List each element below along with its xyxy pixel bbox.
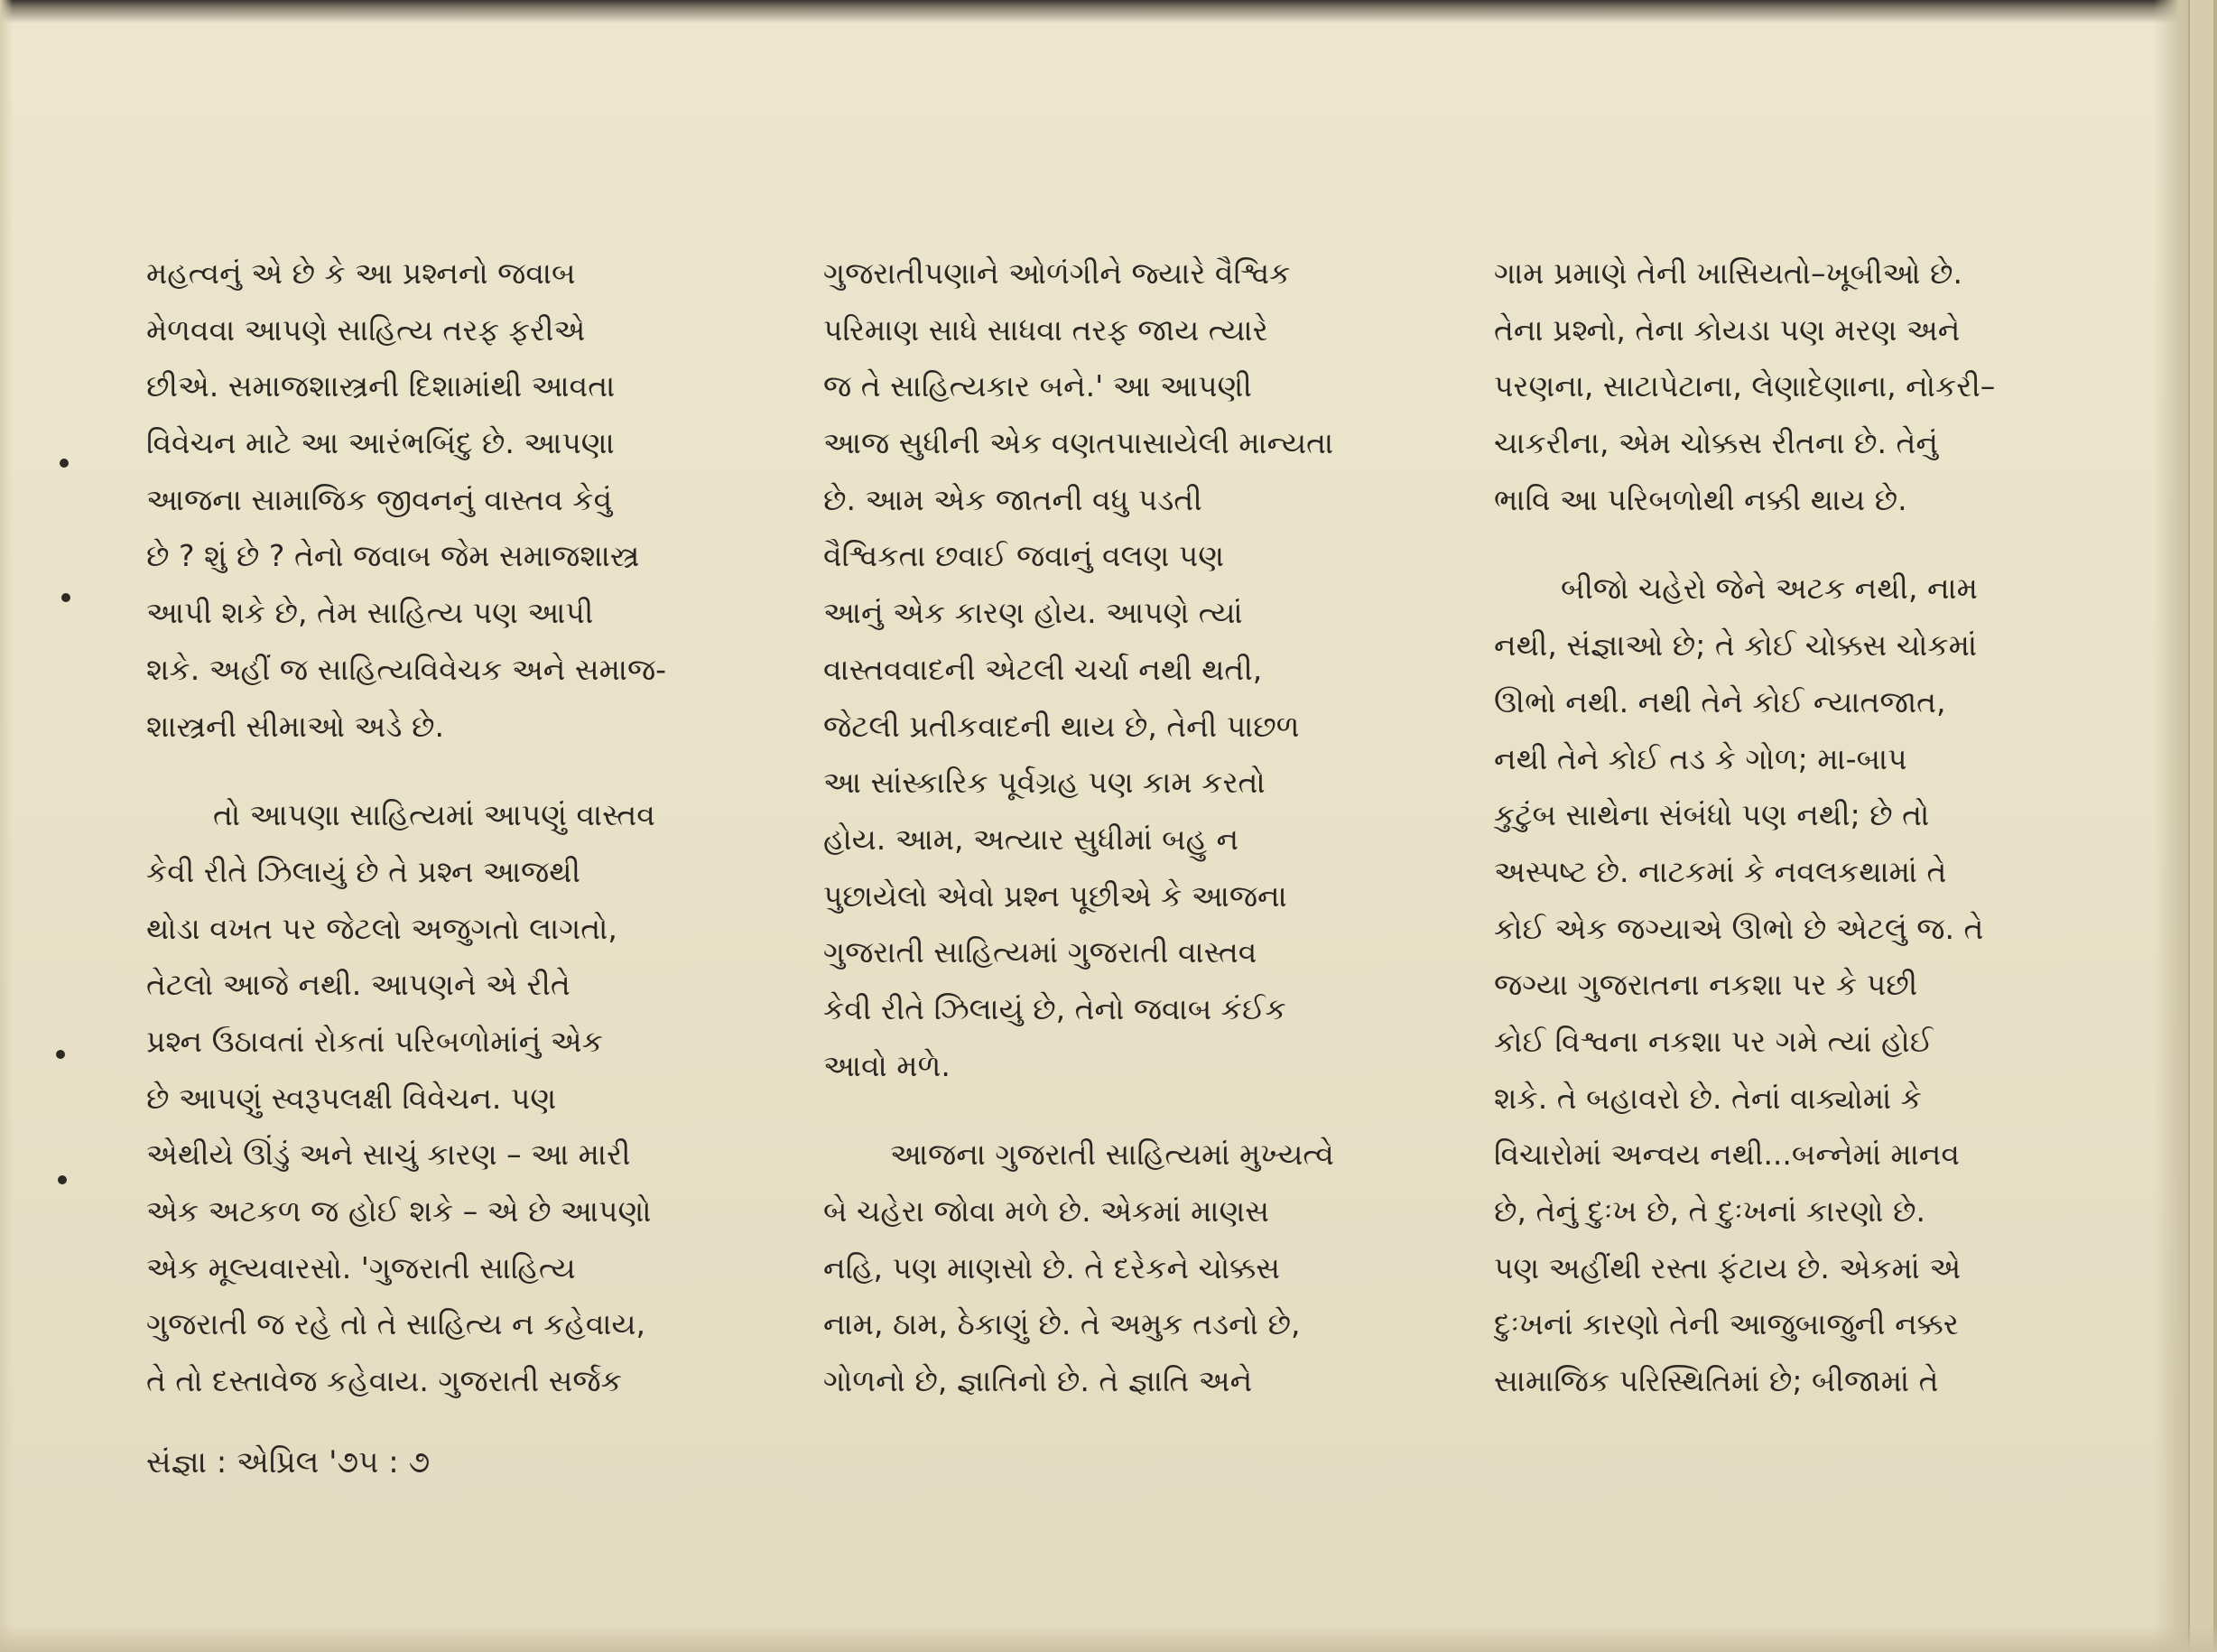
- text-line: વૈશ્વિકતા છવાઈ જવાનું વલણ પણ: [823, 538, 1224, 574]
- text-line: પરિમાણ સાધે સાધવા તરફ જાય ત્યારે: [823, 311, 1268, 348]
- text-line: ગોળનો છે, જ્ઞાતિનો છે. તે જ્ઞાતિ અને: [823, 1363, 1253, 1399]
- text-line: વિચારોમાં અન્વય નથી...બન્નેમાં માનવ: [1494, 1137, 1960, 1173]
- text-line: ચાકરીના, એમ ચોક્કસ રીતના છે. તેનું: [1494, 425, 1938, 461]
- text-line: છે આપણું સ્વરૂપલક્ષી વિવેચન. પણ: [146, 1080, 557, 1116]
- bottom-page-edge: [0, 1625, 2217, 1652]
- text-line: વાસ્તવવાદની એટલી ચર્ચા નથી થતી,: [823, 651, 1263, 687]
- text-column-3: [1494, 246, 2094, 1410]
- text-line: મેળવવા આપણે સાહિત્ય તરફ ફરીએ: [146, 311, 586, 348]
- text-line: વિવેચન માટે આ આરંભબિંદુ છે. આપણા: [146, 425, 615, 461]
- text-line: પણ અહીંથી રસ્તા ફંટાય છે. એકમાં એ: [1494, 1249, 1962, 1285]
- text-line: દુઃખનાં કારણો તેની આજુબાજુની નક્કર: [1494, 1306, 1959, 1342]
- margin-bullet-mark: [61, 593, 70, 602]
- paragraph: [146, 246, 740, 755]
- text-line: કેવી રીતે ઝિલાયું છે તે પ્રશ્ન આજથી: [146, 853, 581, 889]
- text-line: તેના પ્રશ્નો, તેના કોયડા પણ મરણ અને: [1494, 311, 1961, 348]
- text-line: ભાવિ આ પરિબળોથી નક્કી થાય છે.: [1494, 481, 1907, 517]
- text-line: તે તો દસ્તાવેજ કહેવાય. ગુજરાતી સર્જક: [146, 1363, 622, 1399]
- text-line: ગામ પ્રમાણે તેની ખાસિયતો–ખૂબીઓ છે.: [1494, 255, 1963, 291]
- text-line: આનું એક કારણ હોય. આપણે ત્યાં: [823, 595, 1243, 631]
- text-line: આજ સુધીની એક વણતપાસાયેલી માન્યતા: [823, 425, 1334, 461]
- text-line: હોય. આમ, અત્યાર સુધીમાં બહુ ન: [823, 821, 1239, 857]
- text-line: ઊભો નથી. નથી તેને કોઈ ન્યાતજાત,: [1494, 683, 1946, 719]
- text-line: આપી શકે છે, તેમ સાહિત્ય પણ આપી: [146, 595, 594, 631]
- text-line: મહત્વનું એ છે કે આ પ્રશ્નનો જવાબ: [146, 255, 576, 291]
- page-footer: સંજ્ઞા : એપ્રિલ '૭૫ : ૭: [146, 1444, 431, 1480]
- text-line: નામ, ઠામ, ઠેકાણું છે. તે અમુક તડનો છે,: [823, 1306, 1301, 1342]
- text-line: છીએ. સમાજશાસ્ત્રની દિશામાંથી આવતા: [146, 368, 616, 404]
- text-line: બીજો ચહેરો જેને અટક નથી, નામ: [1561, 571, 1978, 607]
- text-line: કોઈ વિશ્વના નકશા પર ગમે ત્યાં હોઈ: [1494, 1023, 1934, 1059]
- margin-bullet-mark: [58, 1175, 67, 1184]
- text-line: કોઈ એક જગ્યાએ ઊભો છે એટલું જ. તે: [1494, 910, 1984, 946]
- top-binding-shadow: [0, 0, 2217, 23]
- text-column-1: [146, 246, 740, 1410]
- text-line: છે. આમ એક જાતની વધુ પડતી: [823, 481, 1202, 517]
- text-line: તેટલો આજે નથી. આપણને એ રીતે: [146, 967, 570, 1003]
- text-line: અસ્પષ્ટ છે. નાટકમાં કે નવલકથામાં તે: [1494, 853, 1947, 889]
- text-line: શકે. તે બહાવરો છે. તેનાં વાક્યોમાં કે: [1494, 1080, 1922, 1116]
- text-line: જ તે સાહિત્યકાર બને.' આ આપણી: [823, 368, 1252, 404]
- text-line: આ સાંસ્કારિક પૂર્વગ્રહ પણ કામ કરતો: [823, 765, 1266, 801]
- text-column-2: [823, 246, 1417, 1410]
- text-line: એક મૂલ્યવારસો. 'ગુજરાતી સાહિત્ય: [146, 1249, 576, 1285]
- text-line: નથી તેને કોઈ તડ કે ગોળ; મા-બાપ: [1494, 740, 1907, 776]
- margin-bullet-mark: [56, 1050, 65, 1059]
- text-line: બે ચહેરા જોવા મળે છે. એકમાં માણસ: [823, 1193, 1269, 1229]
- text-line: પરણના, સાટાપેટાના, લેણાદેણાના, નોકરી–: [1494, 368, 1996, 404]
- paragraph: [146, 787, 740, 1410]
- text-line: કુટુંબ સાથેના સંબંધો પણ નથી; છે તો: [1494, 797, 1930, 833]
- text-line: પ્રશ્ન ઉઠાવતાં રોકતાં પરિબળોમાંનું એક: [146, 1023, 603, 1059]
- text-line: તો આપણા સાહિત્યમાં આપણું વાસ્તવ: [213, 797, 655, 833]
- text-line: ગુજરાતીપણાને ઓળંગીને જ્યારે વૈશ્વિક: [823, 255, 1291, 291]
- text-line: નહિ, પણ માણસો છે. તે દરેકને ચોક્કસ: [823, 1249, 1280, 1285]
- paragraph: [823, 246, 1417, 1094]
- text-line: આજના સામાજિક જીવનનું વાસ્તવ કેવું: [146, 481, 613, 517]
- text-line: થોડા વખત પર જેટલો અજુગતો લાગતો,: [146, 910, 617, 946]
- text-line: ગુજરાતી સાહિત્યમાં ગુજરાતી વાસ્તવ: [823, 934, 1257, 970]
- text-line: નથી, સંજ્ઞાઓ છે; તે કોઈ ચોક્કસ ચોકમાં: [1494, 627, 1978, 664]
- text-line: શકે. અહીં જ સાહિત્યવિવેચક અને સમાજ-: [146, 651, 667, 687]
- paragraph-gap: [1494, 528, 2094, 561]
- text-line: છે, તેનું દુઃખ છે, તે દુઃખનાં કારણો છે.: [1494, 1193, 1925, 1229]
- paragraph: [823, 1127, 1417, 1409]
- text-line: છે ? શું છે ? તેનો જવાબ જેમ સમાજશાસ્ત્ર: [146, 538, 640, 574]
- text-line: આજના ગુજરાતી સાહિત્યમાં મુખ્યત્વે: [890, 1137, 1334, 1173]
- left-page-edge: [0, 0, 13, 1652]
- paragraph: [1494, 246, 2094, 528]
- text-line: કેવી રીતે ઝિલાયું છે, તેનો જવાબ કંઈક: [823, 990, 1286, 1026]
- paragraph-gap: [823, 1094, 1417, 1127]
- paragraph-gap: [146, 755, 740, 787]
- paragraph: [1494, 561, 2094, 1409]
- text-line: જગ્યા ગુજરાતના નકશા પર કે પછી: [1494, 967, 1918, 1003]
- text-line: શાસ્ત્રની સીમાઓ અડે છે.: [146, 708, 444, 744]
- text-line: પુછાયેલો એવો પ્રશ્ન પૂછીએ કે આજના: [823, 877, 1287, 914]
- text-line: સામાજિક પરિસ્થિતિમાં છે; બીજામાં તે: [1494, 1363, 1939, 1399]
- text-line: એથીયે ઊંડું અને સાચું કારણ – આ મારી: [146, 1137, 631, 1173]
- text-line: આવો મળે.: [823, 1047, 951, 1083]
- text-line: એક અટકળ જ હોઈ શકે – એ છે આપણો: [146, 1193, 652, 1229]
- margin-bullet-mark: [60, 459, 69, 468]
- adjacent-page-strip: [2188, 0, 2213, 1652]
- text-line: જેટલી પ્રતીકવાદની થાય છે, તેની પાછળ: [823, 708, 1300, 744]
- text-line: ગુજરાતી જ રહે તો તે સાહિત્ય ન કહેવાય,: [146, 1306, 646, 1342]
